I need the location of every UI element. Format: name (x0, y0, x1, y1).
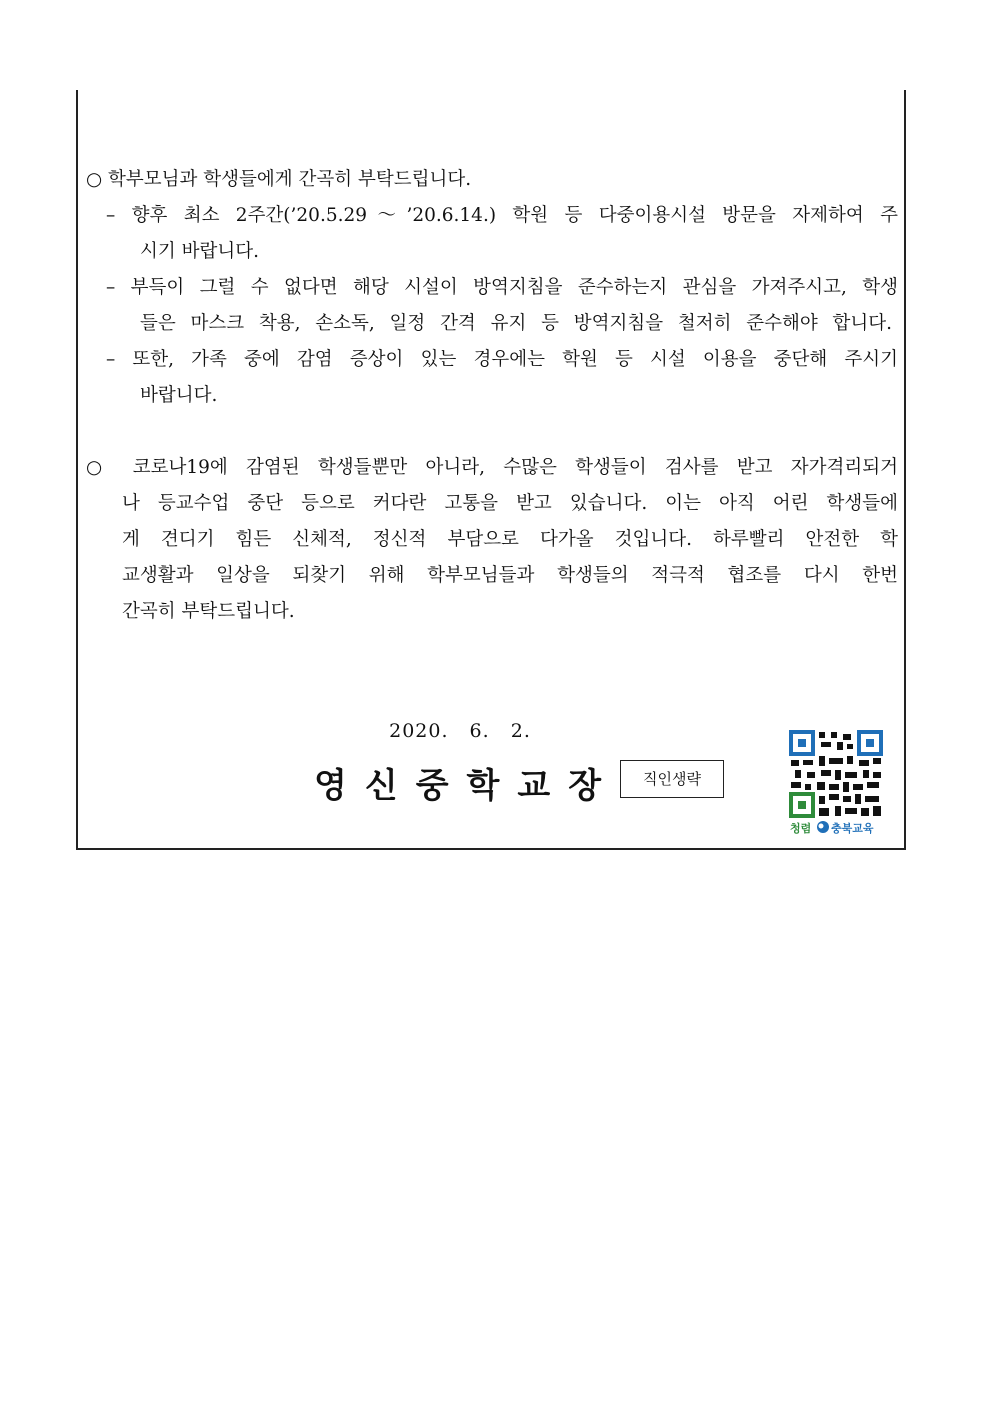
bullet-3-line-2: 바랍니다. (140, 385, 218, 406)
section-2-line-5: 간곡히 부탁드립니다. (122, 601, 295, 622)
bullet-2-line-2: 들은 마스크 착용, 손소독, 일정 간격 유지 등 방역지침을 철저히 준수해야 합니다. (140, 313, 892, 334)
bullet-1-line-2: 시기 바랍니다. (140, 241, 259, 262)
qr-code-icon (789, 730, 883, 818)
seal-omitted-box: 직인생략 (620, 760, 724, 798)
section-1-heading: ○ 학부모님과 학생들에게 간곡히 부탁드립니다. (86, 169, 472, 190)
svg-text:청렴: 청렴 (790, 822, 812, 835)
bullet-2-line-1: – 부득이 그럴 수 없다면 해당 시설이 방역지침을 준수하는지 관심을 가져주시고, 학생 (106, 277, 898, 298)
signer-name: 영신중학교장 (314, 766, 620, 806)
section-2-line-1: ○ 코로나19에 감염된 학생들뿐만 아니라, 수많은 학생들이 검사를 받고 자가격리되거 (86, 457, 898, 478)
document-date: 2020. 6. 2. (389, 720, 531, 742)
bullet-3-line-1: – 또한, 가족 중에 감염 증상이 있는 경우에는 학원 등 시설 이용을 중단해 주시기 (106, 349, 898, 370)
section-2-line-4: 교생활과 일상을 되찾기 위해 학부모님들과 학생들의 적극적 협조를 다시 한번 (122, 565, 898, 586)
clean-chungbuk-education-logo (784, 818, 888, 836)
bullet-1-line-1: – 향후 최소 2주간(’20.5.29～’20.6.14.) 학원 등 다중이용시설 방문을 자제하여 주 (106, 205, 898, 226)
section-2-line-3: 게 견디기 힘든 신체적, 정신적 부담으로 다가올 것입니다. 하루빨리 안전한 학 (122, 529, 898, 550)
svg-text:충북교육: 충북교육 (831, 822, 874, 835)
section-2-line-2: 나 등교수업 중단 등으로 커다란 고통을 받고 있습니다. 이는 아직 어린 학생들에 (122, 493, 898, 514)
